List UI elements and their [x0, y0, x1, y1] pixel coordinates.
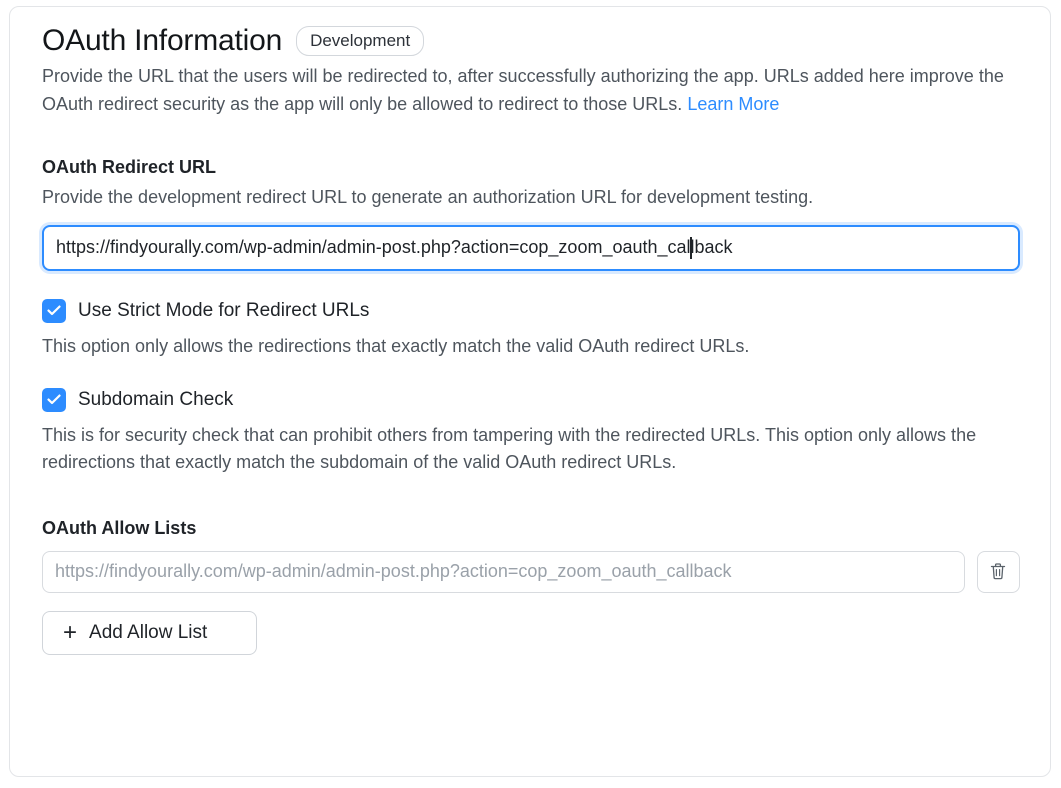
allow-lists-label: OAuth Allow Lists [42, 517, 197, 538]
learn-more-link[interactable]: Learn More [687, 93, 780, 114]
strict-mode-label: Use Strict Mode for Redirect URLs [78, 299, 370, 321]
strict-mode-checkbox[interactable] [42, 299, 66, 323]
allow-list-input[interactable] [42, 551, 965, 593]
strict-mode-row[interactable] [42, 299, 1020, 323]
subdomain-check-row[interactable] [42, 388, 1020, 412]
allow-list-row [42, 551, 1020, 593]
redirect-url-input[interactable] [42, 225, 1020, 271]
delete-allow-list-button[interactable] [977, 551, 1020, 593]
redirect-url-label: OAuth Redirect URL [42, 156, 217, 177]
text-caret [690, 237, 692, 259]
subdomain-check-checkbox[interactable] [42, 388, 66, 412]
redirect-url-input-wrap [42, 225, 1020, 271]
add-allow-list-label: Add Allow List [89, 621, 208, 643]
redirect-url-description: Provide the development redirect URL to generate an authorization URL for development testing. [42, 186, 814, 207]
trash-icon [989, 562, 1007, 581]
oauth-information-card [9, 6, 1051, 777]
section-description [42, 63, 1020, 119]
page-title: OAuth Information [42, 24, 283, 57]
section-description-text: Provide the URL that the users will be redirected to, after successfully authorizing the app. URLs added here improve the OAuth redirect security as the app will only be allowed to redirect to those URLs. [42, 66, 1004, 114]
subdomain-check-description: This is for security check that can prohibit others from tampering with the redirected URLs. This option only allows the redirections that exactly match the subdomain of the valid OAuth redirect URLs. [42, 424, 977, 472]
plus-icon: + [63, 618, 78, 646]
status-badge: Development [296, 26, 424, 57]
subdomain-check-label: Subdomain Check [78, 388, 234, 410]
add-allow-list-button[interactable] [42, 611, 257, 655]
strict-mode-description: This option only allows the redirections that exactly match the valid OAuth redirect URLs. [42, 335, 750, 356]
header-row [42, 23, 1020, 59]
